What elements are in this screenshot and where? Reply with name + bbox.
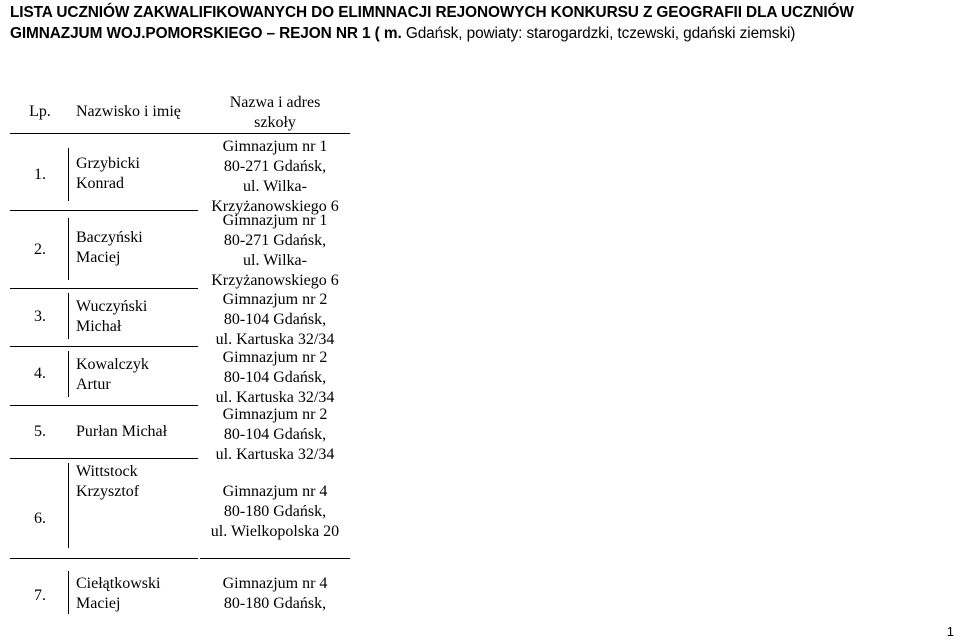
row-rule-lp-3 bbox=[10, 346, 70, 347]
row-rule-name-2 bbox=[68, 288, 198, 289]
row-3-lp: 3. bbox=[34, 308, 46, 325]
col-rule-7 bbox=[68, 571, 69, 614]
row-rule-name-3 bbox=[68, 346, 198, 347]
row-rule-name-4 bbox=[68, 405, 198, 406]
row-7-lp: 7. bbox=[34, 587, 46, 604]
row-4-lp: 4. bbox=[34, 365, 46, 382]
row-rule-lp-6 bbox=[10, 558, 70, 559]
header-lp: Lp. bbox=[29, 103, 51, 120]
row-4-name: Kowalczyk Artur bbox=[76, 356, 149, 393]
title-line-1: LISTA UCZNIÓW ZAKWALIFIKOWANYCH DO ELIMNNACJI REJONOWYCH KONKURSU Z GEOGRAFII DLA UCZNIÓW bbox=[10, 4, 854, 21]
row-2-lp: 2. bbox=[34, 241, 46, 258]
row-4-school: Gimnazjum nr 2 80-104 Gdańsk, ul. Kartuska 32/34 bbox=[215, 349, 335, 406]
row-3-school: Gimnazjum nr 2 80-104 Gdańsk, ul. Kartuska 32/34 bbox=[215, 291, 335, 348]
row-6-lp: 6. bbox=[34, 510, 46, 527]
row-rule-lp-4 bbox=[10, 405, 70, 406]
row-3-name: Wuczyński Michał bbox=[76, 298, 148, 335]
page-number: 1 bbox=[946, 624, 954, 639]
row-rule-lp-2 bbox=[10, 288, 70, 289]
row-2-school: Gimnazjum nr 1 80-271 Gdańsk, ul. Wilka- Krzyżanowskiego 6 bbox=[211, 212, 339, 289]
col-rule-6 bbox=[68, 463, 69, 548]
row-6-school: Gimnazjum nr 4 80-180 Gdańsk, ul. Wielkopolska 20 bbox=[210, 483, 340, 540]
row-1-name: Grzybicki Konrad bbox=[76, 155, 140, 192]
header-name: Nazwisko i imię bbox=[76, 103, 181, 120]
row-1-school: Gimnazjum nr 1 80-271 Gdańsk, ul. Wilka- Krzyżanowskiego 6 bbox=[211, 138, 339, 215]
row-rule-lp-5 bbox=[10, 458, 70, 459]
row-rule-name-5 bbox=[68, 458, 198, 459]
row-rule-name-1 bbox=[68, 210, 198, 211]
row-1-lp: 1. bbox=[34, 166, 46, 183]
header-rule bbox=[10, 133, 350, 134]
row-rule-name-6 bbox=[68, 558, 198, 559]
title-line-2: GIMNAZJUM WOJ.POMORSKIEGO – REJON NR 1 ( m. Gdańsk, powiaty: starogardzki, tczewski, gdański ziemski) bbox=[10, 25, 796, 42]
row-5-name: Purłan Michał bbox=[76, 423, 168, 440]
document-title bbox=[10, 2, 955, 44]
row-6-name: Wittstock Krzysztof bbox=[76, 463, 140, 500]
row-7-name: Ciełątkowski Maciej bbox=[76, 575, 161, 612]
row-rule-lp-1 bbox=[10, 210, 70, 211]
row-2-name: Baczyński Maciej bbox=[76, 229, 143, 266]
row-5-school: Gimnazjum nr 2 80-104 Gdańsk, ul. Kartuska 32/34 bbox=[215, 406, 335, 463]
row-5-lp: 5. bbox=[34, 423, 46, 440]
row-7-school: Gimnazjum nr 4 80-180 Gdańsk, bbox=[222, 575, 328, 612]
row-rule-school-6 bbox=[200, 558, 350, 559]
header-school: Nazwa i adres szkoły bbox=[229, 94, 321, 131]
